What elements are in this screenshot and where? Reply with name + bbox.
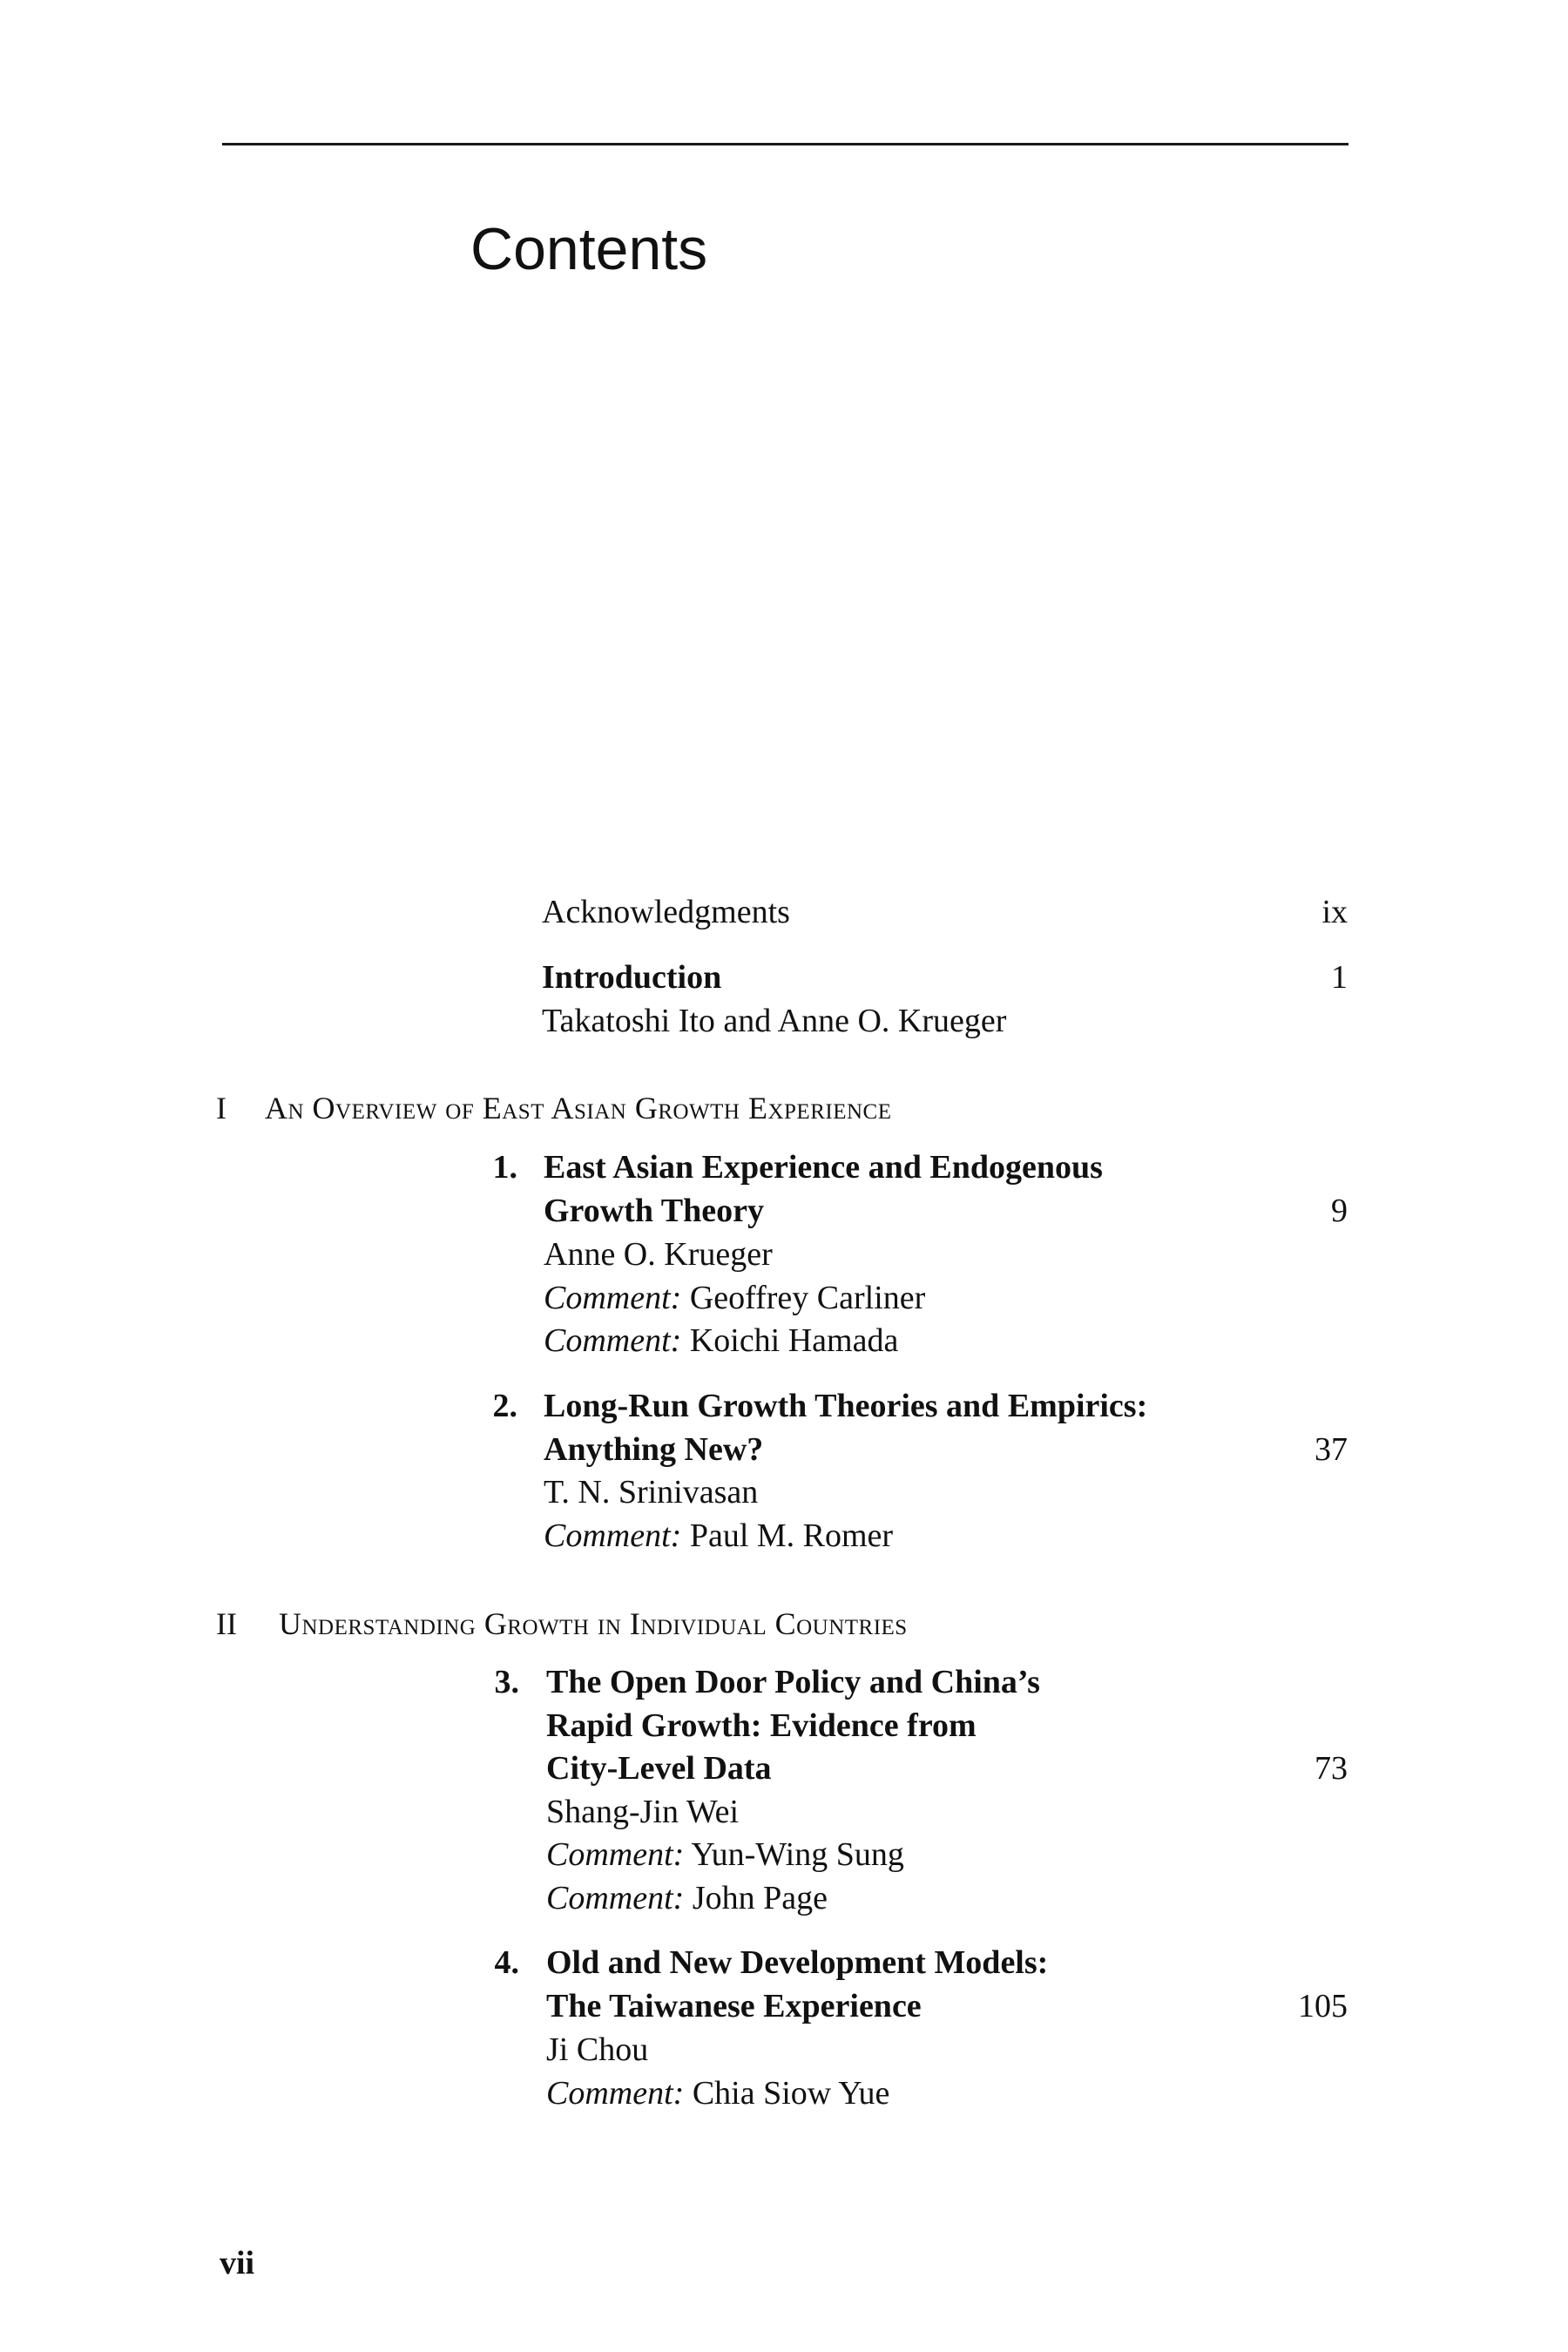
comment-line [546, 1882, 828, 1915]
chapter-title[interactable]: Old and New Development Models: [546, 1944, 1049, 1981]
comment-line [544, 1324, 898, 1357]
toc-entry-acknowledgments[interactable]: Acknowledgments [542, 894, 790, 930]
comment-label: Comment: [544, 1517, 682, 1554]
chapter-title[interactable]: Growth Theory [544, 1193, 764, 1229]
comment-label: Comment: [546, 1880, 685, 1916]
comment-label: Comment: [546, 2075, 685, 2112]
commenter-name: Geoffrey Carliner [689, 1280, 926, 1316]
chapter-title[interactable]: Anything New? [544, 1431, 764, 1468]
author-line: Anne O. Krueger [544, 1236, 773, 1273]
chapter-title[interactable]: The Taiwanese Experience [546, 1988, 922, 2024]
chapter-title[interactable]: Long-Run Growth Theories and Empirics: [544, 1388, 1148, 1424]
commenter-name: John Page [692, 1880, 828, 1916]
page-number: 105 [1298, 1988, 1348, 2024]
comment-line [546, 2077, 889, 2110]
comment-label: Comment: [544, 1322, 682, 1359]
page-number: ix [1321, 894, 1348, 930]
page-number: 37 [1315, 1431, 1348, 1468]
chapter-title[interactable]: The Open Door Policy and China’s [546, 1664, 1040, 1700]
comment-label: Comment: [544, 1280, 682, 1316]
comment-line [544, 1519, 893, 1552]
comment-label: Comment: [546, 1836, 685, 1873]
part-heading[interactable]: An Overview of East Asian Growth Experience [265, 1091, 892, 1125]
page-number: 9 [1331, 1193, 1348, 1229]
comment-line [544, 1281, 925, 1315]
author-line: Takatoshi Ito and Anne O. Krueger [542, 1003, 1007, 1039]
part-numeral: II [216, 1606, 237, 1641]
commenter-name: Paul M. Romer [689, 1517, 894, 1554]
author-line: Ji Chou [546, 2031, 649, 2068]
chapter-title[interactable]: City-Level Data [546, 1750, 772, 1787]
page-number: 73 [1315, 1750, 1348, 1787]
part-heading[interactable]: Understanding Growth in Individual Countries [279, 1606, 908, 1641]
commenter-name: Yun-Wing Sung [691, 1836, 904, 1873]
part-numeral: I [216, 1091, 226, 1125]
chapter-number: 4. [494, 1944, 519, 1981]
comment-line [546, 1838, 904, 1871]
page-title: Contents [470, 216, 708, 282]
author-line: T. N. Srinivasan [544, 1474, 759, 1511]
commenter-name: Koichi Hamada [689, 1322, 899, 1359]
top-rule [222, 143, 1348, 145]
toc-entry-introduction[interactable]: Introduction [542, 959, 722, 996]
chapter-number: 1. [492, 1149, 517, 1186]
page-folio: vii [220, 2245, 255, 2281]
chapter-title[interactable]: East Asian Experience and Endogenous [544, 1149, 1103, 1186]
commenter-name: Chia Siow Yue [692, 2075, 890, 2112]
page-number: 1 [1331, 959, 1348, 996]
author-line: Shang-Jin Wei [546, 1794, 740, 1830]
chapter-title[interactable]: Rapid Growth: Evidence from [546, 1707, 977, 1744]
chapter-number: 2. [492, 1388, 517, 1424]
chapter-number: 3. [494, 1664, 519, 1700]
